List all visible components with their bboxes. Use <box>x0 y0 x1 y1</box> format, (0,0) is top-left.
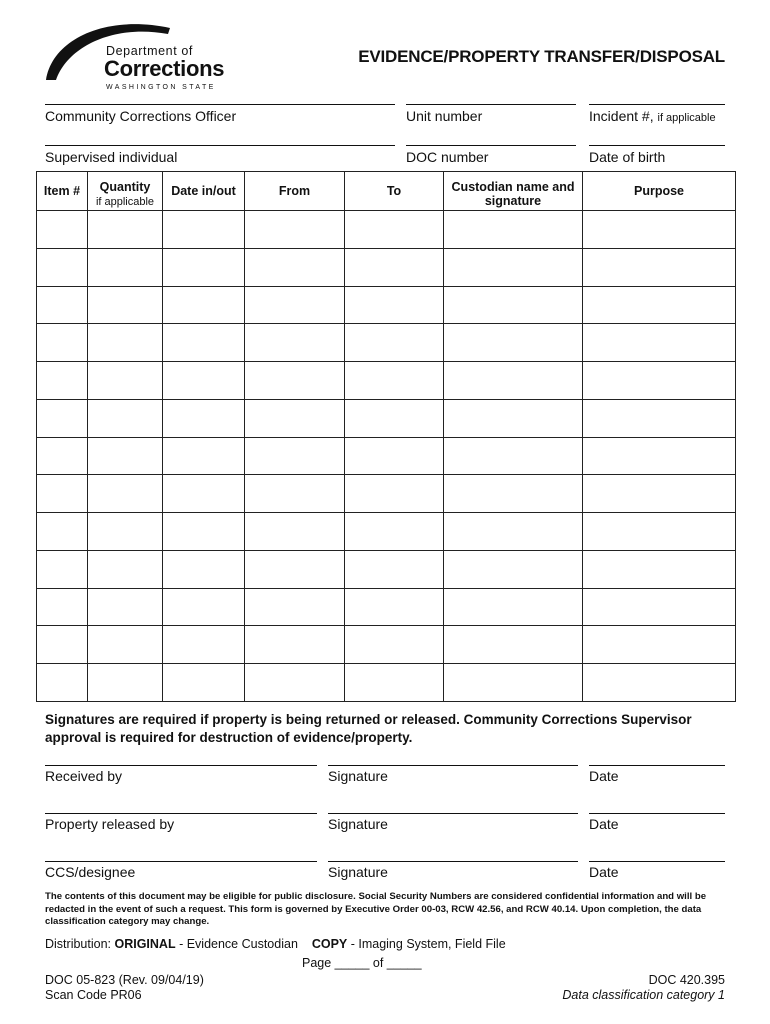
table-row <box>37 588 736 626</box>
table-cell[interactable] <box>444 362 583 400</box>
col-to: To <box>345 172 444 211</box>
signature-name-label: Received by <box>45 768 123 784</box>
table-cell[interactable] <box>444 399 583 437</box>
distribution-line: Distribution: ORIGINAL - Evidence Custodian COPY - Imaging System, Field File <box>45 937 506 951</box>
table-cell[interactable] <box>245 248 345 286</box>
table-cell[interactable] <box>88 399 163 437</box>
table-cell[interactable] <box>345 324 444 362</box>
incident-label: Incident #, if applicable <box>589 108 716 124</box>
table-cell[interactable] <box>583 513 736 551</box>
table-row <box>37 211 736 249</box>
scan-code: Scan Code PR06 <box>45 988 142 1002</box>
table-cell[interactable] <box>88 588 163 626</box>
table-cell[interactable] <box>245 588 345 626</box>
table-cell[interactable] <box>37 286 88 324</box>
table-cell[interactable] <box>444 286 583 324</box>
table-cell[interactable] <box>163 211 245 249</box>
logo-state: WASHINGTON STATE <box>106 84 216 91</box>
disclosure-fine-print: The contents of this document may be eligible for public disclosure. Social Security Numbers are considered confidential information and will be redacted in the event of such a request. This form is governed by Executive Order 00-03, RCW 42.56, and RCW 40.14. Upon completion, the data classification category may change. <box>45 891 707 927</box>
table-cell[interactable] <box>88 550 163 588</box>
dob-line[interactable] <box>589 145 725 146</box>
table-cell[interactable] <box>37 211 88 249</box>
table-row <box>37 324 736 362</box>
logo-department: Department of <box>106 44 194 58</box>
table-cell[interactable] <box>345 626 444 664</box>
footer-left <box>45 973 204 1003</box>
page-number-line: Page _____ of _____ <box>302 956 422 970</box>
signature-name-label: CCS/designee <box>45 864 136 880</box>
incident-line[interactable] <box>589 104 725 105</box>
table-cell[interactable] <box>345 475 444 513</box>
table-cell[interactable] <box>345 248 444 286</box>
table-cell[interactable] <box>444 550 583 588</box>
evidence-table <box>36 171 736 702</box>
table-cell[interactable] <box>37 399 88 437</box>
table-cell[interactable] <box>163 399 245 437</box>
officer-label: Community Corrections Officer <box>45 108 237 124</box>
table-cell[interactable] <box>163 362 245 400</box>
col-quantity-note: if applicable <box>95 196 155 208</box>
doc-number-line[interactable] <box>406 145 576 146</box>
signature-date-label: Date <box>589 864 619 880</box>
table-cell[interactable] <box>583 248 736 286</box>
table-cell[interactable] <box>444 626 583 664</box>
table-cell[interactable] <box>583 437 736 475</box>
table-cell[interactable] <box>163 475 245 513</box>
signature-sig-label: Signature <box>328 816 388 832</box>
table-cell[interactable] <box>245 664 345 702</box>
table-cell[interactable] <box>37 626 88 664</box>
table-row <box>37 664 736 702</box>
table-cell[interactable] <box>245 286 345 324</box>
data-classification: Data classification category 1 <box>562 988 725 1002</box>
table-cell[interactable] <box>88 211 163 249</box>
form-title: EVIDENCE/PROPERTY TRANSFER/DISPOSAL <box>358 47 725 66</box>
table-cell[interactable] <box>37 248 88 286</box>
col-from: From <box>245 172 345 211</box>
table-cell[interactable] <box>37 588 88 626</box>
table-cell[interactable] <box>345 211 444 249</box>
logo-corrections: Corrections <box>104 56 225 81</box>
signature-name-line[interactable] <box>45 813 317 814</box>
table-cell[interactable] <box>583 626 736 664</box>
unit-line[interactable] <box>406 104 576 105</box>
table-cell[interactable] <box>163 286 245 324</box>
col-custodian: Custodian name and signature <box>444 172 583 211</box>
table-cell[interactable] <box>245 324 345 362</box>
col-date: Date in/out <box>163 172 245 211</box>
signature-date-line[interactable] <box>589 813 725 814</box>
signature-sig-line[interactable] <box>328 861 578 862</box>
table-cell[interactable] <box>444 475 583 513</box>
table-cell[interactable] <box>88 626 163 664</box>
table-cell[interactable] <box>163 588 245 626</box>
table-cell[interactable] <box>88 437 163 475</box>
table-cell[interactable] <box>444 324 583 362</box>
table-cell[interactable] <box>37 513 88 551</box>
table-cell[interactable] <box>345 513 444 551</box>
table-cell[interactable] <box>583 324 736 362</box>
policy-number: DOC 420.395 <box>648 973 725 987</box>
table-row <box>37 550 736 588</box>
table-header-row <box>37 172 736 211</box>
table-cell[interactable] <box>345 362 444 400</box>
col-quantity: Quantity if applicable <box>88 172 163 211</box>
signature-sig-label: Signature <box>328 768 388 784</box>
table-cell[interactable] <box>245 513 345 551</box>
signature-sig-label: Signature <box>328 864 388 880</box>
table-cell[interactable] <box>88 248 163 286</box>
table-row <box>37 248 736 286</box>
table-row <box>37 475 736 513</box>
table-cell[interactable] <box>444 437 583 475</box>
table-cell[interactable] <box>37 437 88 475</box>
table-cell[interactable] <box>37 475 88 513</box>
table-cell[interactable] <box>37 362 88 400</box>
table-cell[interactable] <box>583 362 736 400</box>
supervised-line[interactable] <box>45 145 395 146</box>
table-cell[interactable] <box>345 399 444 437</box>
table-cell[interactable] <box>37 550 88 588</box>
doc-logo <box>44 20 225 91</box>
distribution-copy: COPY <box>311 937 348 951</box>
signature-date-line[interactable] <box>589 861 725 862</box>
table-cell[interactable] <box>444 513 583 551</box>
table-cell[interactable] <box>583 399 736 437</box>
table-cell[interactable] <box>583 475 736 513</box>
col-purpose: Purpose <box>583 172 736 211</box>
table-row <box>37 362 736 400</box>
table-cell[interactable] <box>583 588 736 626</box>
table-cell[interactable] <box>163 437 245 475</box>
signature-name-line[interactable] <box>45 861 317 862</box>
signature-date-line[interactable] <box>589 765 725 766</box>
table-row <box>37 513 736 551</box>
table-cell[interactable] <box>163 324 245 362</box>
table-cell[interactable] <box>163 550 245 588</box>
table-cell[interactable] <box>88 362 163 400</box>
table-cell[interactable] <box>245 475 345 513</box>
form-id: DOC 05-823 (Rev. 09/04/19) <box>45 973 204 987</box>
table-cell[interactable] <box>345 286 444 324</box>
table-cell[interactable] <box>444 211 583 249</box>
table-row <box>37 437 736 475</box>
table-cell[interactable] <box>444 248 583 286</box>
table-cell[interactable] <box>88 513 163 551</box>
table-cell[interactable] <box>88 664 163 702</box>
incident-note: if applicable <box>657 112 716 124</box>
table-cell[interactable] <box>245 437 345 475</box>
signature-requirement-note: Signatures are required if property is being returned or released. Community Corrections Supervisor approval is required for destruction of evidence/property. <box>45 712 692 745</box>
table-cell[interactable] <box>583 211 736 249</box>
table-row <box>37 399 736 437</box>
table-cell[interactable] <box>245 626 345 664</box>
table-cell[interactable] <box>163 664 245 702</box>
table-cell[interactable] <box>345 550 444 588</box>
signature-name-line[interactable] <box>45 765 317 766</box>
table-cell[interactable] <box>345 664 444 702</box>
table-row <box>37 286 736 324</box>
table-cell[interactable] <box>245 362 345 400</box>
signature-name-label: Property released by <box>45 816 175 832</box>
supervised-label: Supervised individual <box>45 149 178 165</box>
officer-line[interactable] <box>45 104 395 105</box>
signature-date-label: Date <box>589 768 619 784</box>
table-cell[interactable] <box>88 324 163 362</box>
dob-label: Date of birth <box>589 149 666 165</box>
footer-right <box>480 973 725 1003</box>
table-cell[interactable] <box>444 664 583 702</box>
table-cell[interactable] <box>245 550 345 588</box>
col-item: Item # <box>37 172 88 211</box>
unit-label: Unit number <box>406 108 483 124</box>
doc-number-label: DOC number <box>406 149 489 165</box>
table-cell[interactable] <box>88 475 163 513</box>
table-cell[interactable] <box>444 588 583 626</box>
distribution-original: ORIGINAL <box>114 937 176 951</box>
table-cell[interactable] <box>37 664 88 702</box>
table-row <box>37 626 736 664</box>
table-cell[interactable] <box>345 588 444 626</box>
signature-date-label: Date <box>589 816 619 832</box>
signature-sig-line[interactable] <box>328 765 578 766</box>
table-cell[interactable] <box>345 437 444 475</box>
table-cell[interactable] <box>163 626 245 664</box>
table-cell[interactable] <box>37 324 88 362</box>
table-cell[interactable] <box>163 513 245 551</box>
table-cell[interactable] <box>163 248 245 286</box>
table-cell[interactable] <box>88 286 163 324</box>
table-cell[interactable] <box>245 211 345 249</box>
signature-sig-line[interactable] <box>328 813 578 814</box>
table-cell[interactable] <box>583 286 736 324</box>
table-cell[interactable] <box>583 664 736 702</box>
table-cell[interactable] <box>583 550 736 588</box>
table-cell[interactable] <box>245 399 345 437</box>
